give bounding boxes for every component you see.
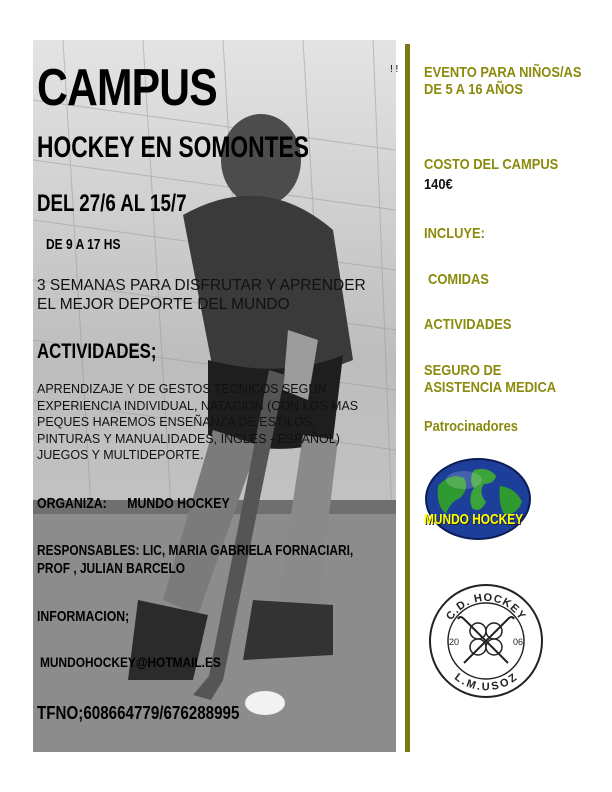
campus-title: CAMPUS <box>37 59 217 117</box>
event-age-range: EVENTO PARA NIÑOS/AS DE 5 A 16 AÑOS <box>424 64 582 98</box>
contact-phone[interactable]: TFNO;608664779/676288995 <box>37 702 240 723</box>
badge-top-text: C.D. HOCKEY <box>444 591 528 623</box>
includes-meals: COMIDAS <box>428 271 489 288</box>
organizer-line: ORGANIZA: MUNDO HOCKEY <box>37 495 230 512</box>
info-heading: INFORMACION; <box>37 608 130 625</box>
cost-label: COSTO DEL CAMPUS <box>424 156 559 173</box>
badge-bottom-text: L.M.USOZ <box>452 671 520 694</box>
campus-subtitle: HOCKEY EN SOMONTES <box>37 131 309 164</box>
badge-right-number: 06 <box>512 637 524 647</box>
activities-heading: ACTIVIDADES; <box>37 340 157 363</box>
contact-email[interactable]: MUNDOHOCKEY@HOTMAIL.ES <box>40 654 221 670</box>
includes-activities: ACTIVIDADES <box>424 316 512 333</box>
campus-weeks-text: 3 SEMANAS PARA DISFRUTAR Y APRENDER EL MEJOR DEPORTE DEL MUNDO <box>37 277 366 313</box>
campus-dates: DEL 27/6 AL 15/7 <box>37 190 187 217</box>
club-badge-icon <box>428 583 544 699</box>
activities-body: APRENDIZAJE Y DE GESTOS TECNICOS SEGÚN EXPERIENCIA INDIVIDUAL, NATACION (CON LOS MAS PEQUES HAREMOS ENSEÑANZA DE ESTILOS, PINTURAS Y MANUALIDADES, INGLES - ESPAÑOL) JUEGOS Y MULTIDEPORTE. <box>37 382 359 462</box>
exclamation-marks: ! ! <box>390 64 399 75</box>
sponsor-logo-text: MUNDO HOCKEY <box>424 512 524 528</box>
cost-value: 140€ <box>424 176 453 193</box>
includes-label: INCLUYE: <box>424 225 485 242</box>
vertical-divider <box>405 44 410 752</box>
includes-insurance: SEGURO DE ASISTENCIA MEDICA <box>424 362 557 396</box>
sponsors-label: Patrocinadores <box>424 418 518 435</box>
campus-hours: DE 9 A 17 HS <box>46 236 121 253</box>
badge-left-number: 20 <box>448 637 460 647</box>
responsables-line: RESPONSABLES: LIC, MARIA GABRIELA FORNACIARI, PROF , JULIAN BARCELO <box>37 543 354 577</box>
